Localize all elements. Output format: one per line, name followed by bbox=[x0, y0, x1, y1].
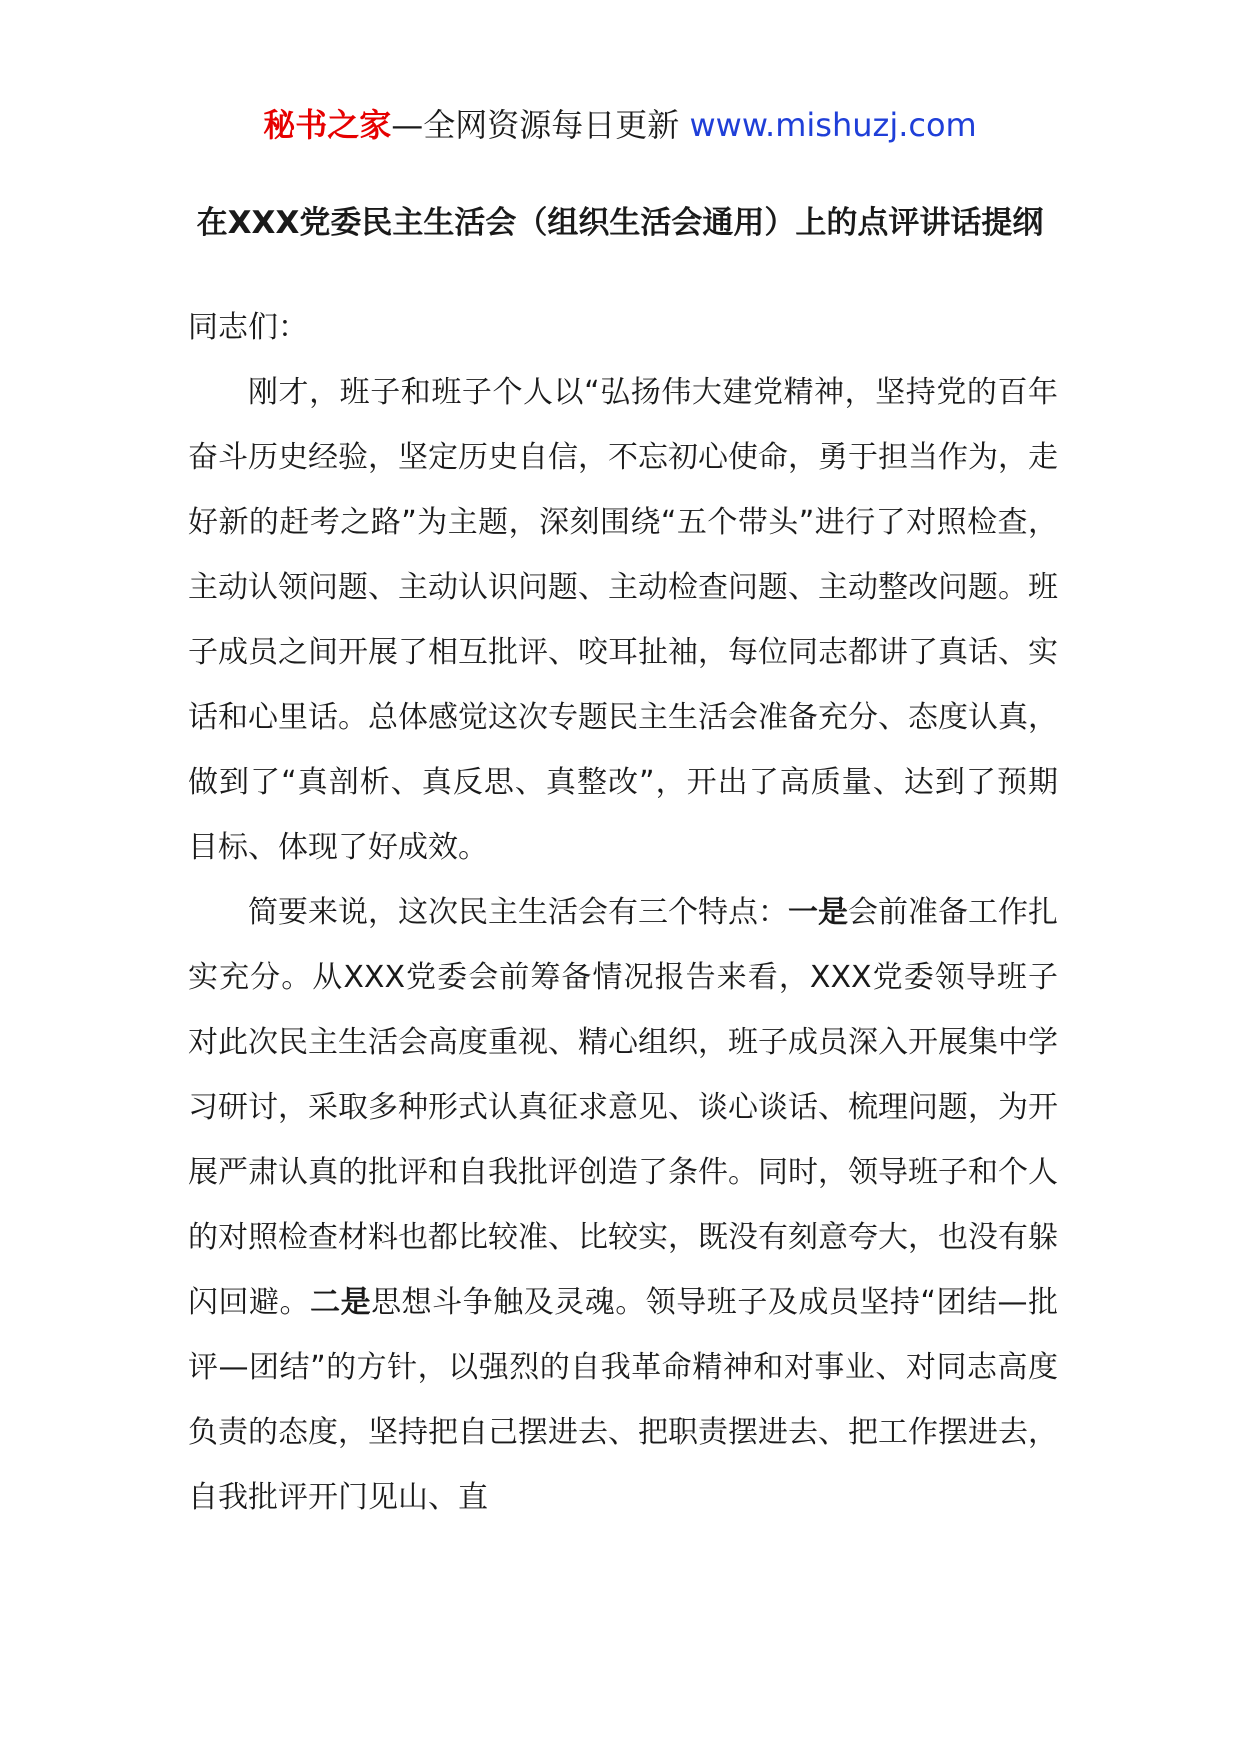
brand-name: 秘书之家 bbox=[263, 106, 392, 144]
greeting: 同志们： bbox=[188, 310, 308, 345]
site-url-link[interactable]: www.mishuzj.com bbox=[689, 106, 977, 144]
paragraph-2-intro: 简要来说，这次民主生活会有三个特点： bbox=[248, 895, 788, 930]
point-1-text: 会前准备工作扎实充分。从XXX党委会前筹备情况报告来看，XXX党委领导班子对此次民主生活会高度重视、精心组织，班子成员深入开展集中学习研讨，采取多种形式认真征求意见、谈心谈话、梳理问题，为开展严肃认真的批评和自我批评创造了条件。同时，领导班子和个人的对照检查材料也都比较准、比较实，既没有刻意夸大，也没有躲闪回避。 bbox=[188, 895, 1058, 1320]
point-2-label: 二是 bbox=[310, 1285, 372, 1320]
point-1-label: 一是 bbox=[788, 895, 848, 930]
site-header bbox=[0, 100, 1240, 150]
document-title: 在XXX党委民主生活会（组织生活会通用）上的点评讲话提纲 bbox=[196, 205, 1044, 241]
point-2-text: 思想斗争触及灵魂。领导班子及成员坚持“团结—批评—团结”的方针，以强烈的自我革命精神和对事业、对同志高度负责的态度，坚持把自己摆进去、把职责摆进去、把工作摆进去，自我批评开门见山、直 bbox=[188, 1285, 1059, 1515]
paragraph-1: 刚才，班子和班子个人以“弘扬伟大建党精神，坚持党的百年奋斗历史经验，坚定历史自信，不忘初心使命，勇于担当作为，走好新的赶考之路”为主题，深刻围绕“五个带头”进行了对照检查，主动认领问题、主动认识问题、主动检查问题、主动整改问题。班子成员之间开展了相互批评、咬耳扯袖，每位同志都讲了真话、实话和心里话。总体感觉这次专题民主生活会准备充分、态度认真，做到了“真剖析、真反思、真整改”，开出了高质量、达到了预期目标、体现了好成效。 bbox=[188, 375, 1058, 865]
header-tagline: —全网资源每日更新 bbox=[391, 106, 690, 144]
paragraph-2 bbox=[188, 880, 1058, 1530]
document-body bbox=[188, 295, 1058, 1530]
